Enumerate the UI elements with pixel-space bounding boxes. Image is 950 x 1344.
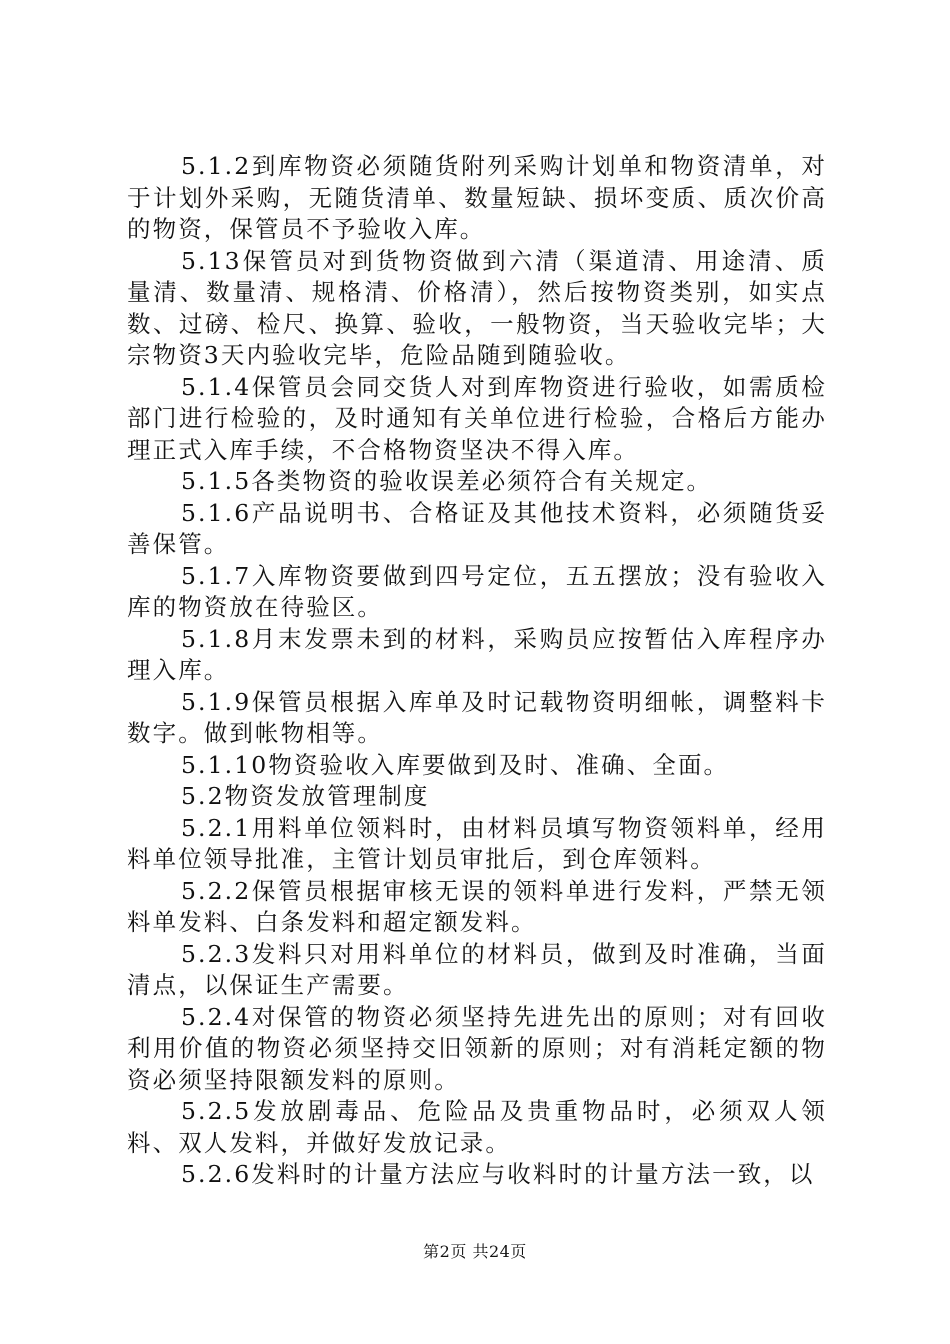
paragraph-5-2-1: 5.2.1用料单位领料时，由材料员填写物资领料单，经用料单位领导批准，主管计划员审批后，到仓库领料。 [127,813,827,873]
page-number-footer: 第2页 共24页 [423,1242,527,1261]
paragraph-5-2-5: 5.2.5发放剧毒品、危险品及贵重物品时，必须双人领料、双人发料，并做好发放记录。 [127,1097,827,1157]
paragraph-5-1-2: 5.1.2到库物资必须随货附列采购计划单和物资清单，对于计划外采购，无随货清单、数量短缺、损坏变质、质次价高的物资，保管员不予验收入库。 [127,152,827,243]
paragraph-5-1-3: 5.13保管员对到货物资做到六清（渠道清、用途清、质量清、数量清、规格清、价格清），然后按物资类别，如实点数、过磅、检尺、换算、验收，一般物资，当天验收完毕；大宗物资3天内验收完毕，危险品随到随验收。 [127,246,827,369]
paragraph-5-2-4: 5.2.4对保管的物资必须坚持先进先出的原则；对有回收利用价值的物资必须坚持交旧领新的原则；对有消耗定额的物资必须坚持限额发料的原则。 [127,1002,827,1094]
paragraph-5-1-4: 5.1.4保管员会同交货人对到库物资进行验收，如需质检部门进行检验的，及时通知有关单位进行检验，合格后方能办理正式入库手续，不合格物资坚决不得入库。 [127,372,827,464]
paragraph-5-2-2: 5.2.2保管员根据审核无误的领料单进行发料，严禁无领料单发料、白条发料和超定额发料。 [127,876,827,936]
paragraph-5-2-3: 5.2.3发料只对用料单位的材料员，做到及时准确，当面清点，以保证生产需要。 [127,939,827,999]
paragraph-5-1-7: 5.1.7入库物资要做到四号定位，五五摆放；没有验收入库的物资放在待验区。 [127,561,827,621]
paragraph-5-1-10: 5.1.10物资验收入库要做到及时、准确、全面。 [181,750,730,779]
section-heading-5-2: 5.2物资发放管理制度 [181,782,430,810]
paragraph-5-1-9: 5.1.9保管员根据入库单及时记载物资明细帐，调整料卡数字。做到帐物相等。 [127,687,827,747]
paragraph-5-1-6: 5.1.6产品说明书、合格证及其他技术资料，必须随货妥善保管。 [127,498,827,558]
document-body [127,151,827,1191]
paragraph-5-2-6: 5.2.6发料时的计量方法应与收料时的计量方法一致，以 [181,1160,815,1188]
paragraph-5-1-8: 5.1.8月末发票未到的材料，采购员应按暂估入库程序办理入库。 [127,624,827,684]
paragraph-5-1-5: 5.1.5各类物资的验收误差必须符合有关规定。 [181,467,713,495]
